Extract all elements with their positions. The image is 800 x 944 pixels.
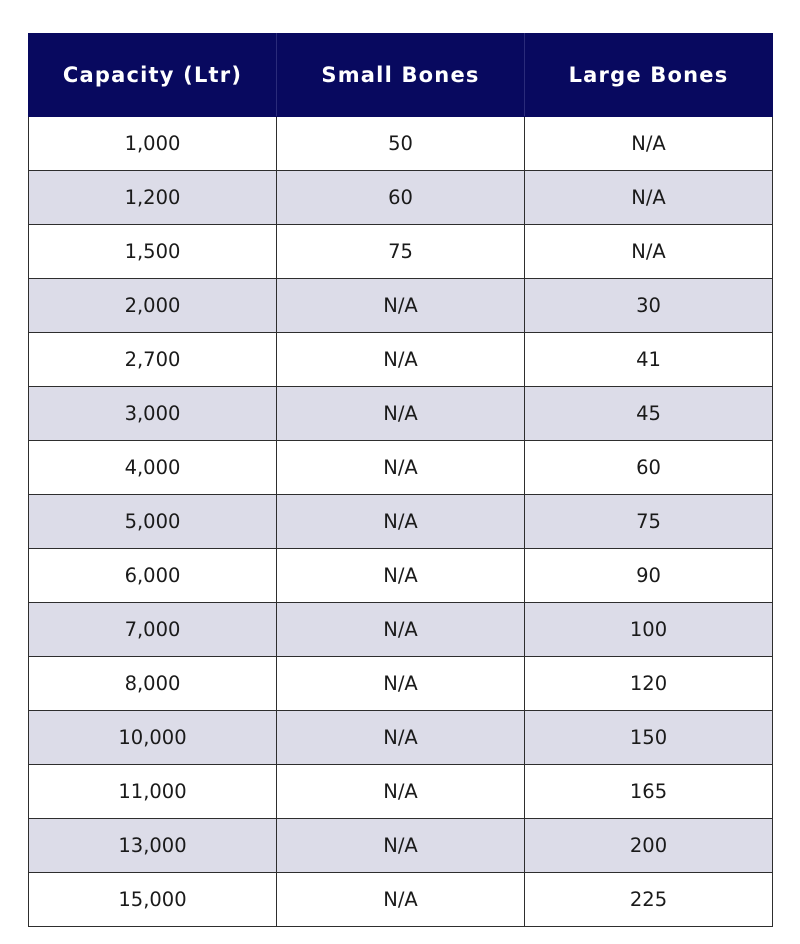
capacity-cell: 1,200 — [29, 171, 277, 225]
table-row — [29, 495, 773, 549]
table-body — [29, 117, 773, 927]
table-row — [29, 549, 773, 603]
capacity-cell: 6,000 — [29, 549, 277, 603]
header-capacity: Capacity (Ltr) — [29, 34, 277, 117]
capacity-table-container — [28, 33, 772, 927]
table-row — [29, 225, 773, 279]
capacity-cell: 11,000 — [29, 765, 277, 819]
small-bones-cell: N/A — [277, 819, 525, 873]
small-bones-cell: N/A — [277, 495, 525, 549]
large-bones-cell: 100 — [525, 603, 773, 657]
header-large-bones: Large Bones — [525, 34, 773, 117]
small-bones-cell: 60 — [277, 171, 525, 225]
capacity-cell: 3,000 — [29, 387, 277, 441]
header-small-bones: Small Bones — [277, 34, 525, 117]
table-row — [29, 441, 773, 495]
table-row — [29, 819, 773, 873]
small-bones-cell: N/A — [277, 873, 525, 927]
large-bones-cell: 165 — [525, 765, 773, 819]
large-bones-cell: 90 — [525, 549, 773, 603]
table-row — [29, 765, 773, 819]
table-row — [29, 603, 773, 657]
capacity-cell: 10,000 — [29, 711, 277, 765]
small-bones-cell: N/A — [277, 603, 525, 657]
small-bones-cell: N/A — [277, 765, 525, 819]
capacity-cell: 1,000 — [29, 117, 277, 171]
table-row — [29, 657, 773, 711]
capacity-cell: 7,000 — [29, 603, 277, 657]
table-row — [29, 171, 773, 225]
large-bones-cell: 225 — [525, 873, 773, 927]
large-bones-cell: 75 — [525, 495, 773, 549]
large-bones-cell: 45 — [525, 387, 773, 441]
table-row — [29, 117, 773, 171]
capacity-cell: 8,000 — [29, 657, 277, 711]
large-bones-cell: N/A — [525, 171, 773, 225]
large-bones-cell: 200 — [525, 819, 773, 873]
small-bones-cell: N/A — [277, 711, 525, 765]
small-bones-cell: N/A — [277, 441, 525, 495]
small-bones-cell: N/A — [277, 549, 525, 603]
large-bones-cell: N/A — [525, 117, 773, 171]
capacity-cell: 5,000 — [29, 495, 277, 549]
capacity-cell: 2,700 — [29, 333, 277, 387]
table-row — [29, 711, 773, 765]
capacity-cell: 13,000 — [29, 819, 277, 873]
capacity-cell: 15,000 — [29, 873, 277, 927]
large-bones-cell: N/A — [525, 225, 773, 279]
small-bones-cell: N/A — [277, 279, 525, 333]
table-row — [29, 333, 773, 387]
large-bones-cell: 41 — [525, 333, 773, 387]
table-header — [29, 34, 773, 117]
small-bones-cell: 75 — [277, 225, 525, 279]
header-row — [29, 34, 773, 117]
capacity-cell: 2,000 — [29, 279, 277, 333]
large-bones-cell: 60 — [525, 441, 773, 495]
table-row — [29, 873, 773, 927]
small-bones-cell: N/A — [277, 657, 525, 711]
table-row — [29, 387, 773, 441]
large-bones-cell: 150 — [525, 711, 773, 765]
small-bones-cell: N/A — [277, 333, 525, 387]
large-bones-cell: 30 — [525, 279, 773, 333]
large-bones-cell: 120 — [525, 657, 773, 711]
table-row — [29, 279, 773, 333]
small-bones-cell: 50 — [277, 117, 525, 171]
capacity-table — [28, 33, 773, 927]
capacity-cell: 4,000 — [29, 441, 277, 495]
capacity-cell: 1,500 — [29, 225, 277, 279]
small-bones-cell: N/A — [277, 387, 525, 441]
